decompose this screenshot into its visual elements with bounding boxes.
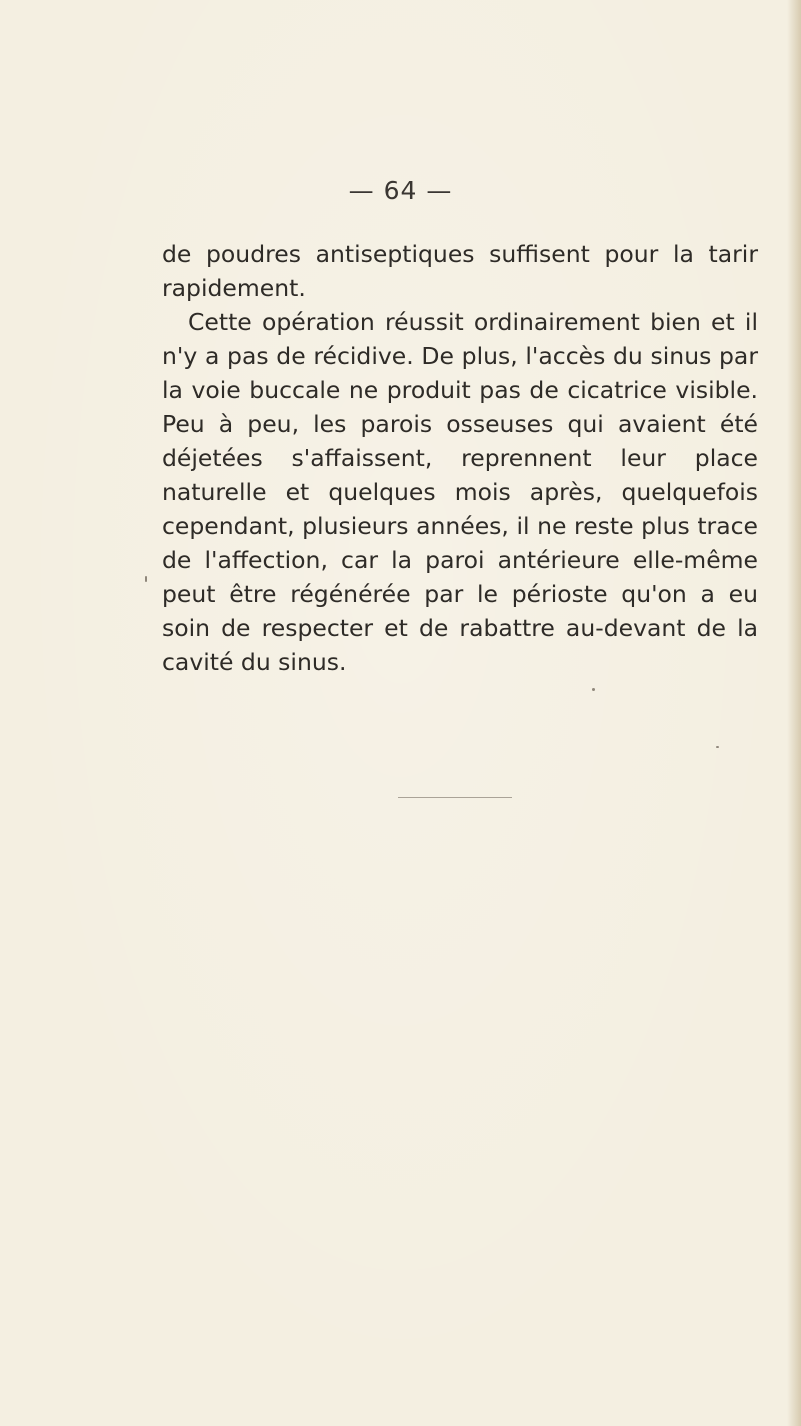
paper-speck xyxy=(716,746,719,748)
paragraph-1: de poudres antiseptiques suffisent pour la tarir rapidement. xyxy=(162,240,758,302)
paper-speck xyxy=(145,576,147,582)
end-rule xyxy=(398,797,512,798)
paragraph-2: Cette opération réussit ordinairement bien et il n'y a pas de récidive. De plus, l'accès du sinus par la voie buccale ne produit pas de cicatrice visible. Peu à peu, les parois osseuses qui avaient été déjetées s'affaissent, reprennent leur place naturelle et quelques mois après, quelquefois cependant, plusieurs années, il ne reste plus trace de l'affection, car la paroi antérieure elle-même peut être régénérée par le périoste qu'on a eu soin de respecter et de rabattre au-devant de la cavité du sinus. xyxy=(162,308,758,676)
page-edge-shadow xyxy=(787,0,801,1426)
paper-speck xyxy=(592,688,595,691)
page-number: — 64 — xyxy=(348,176,453,205)
body-text xyxy=(162,237,758,679)
